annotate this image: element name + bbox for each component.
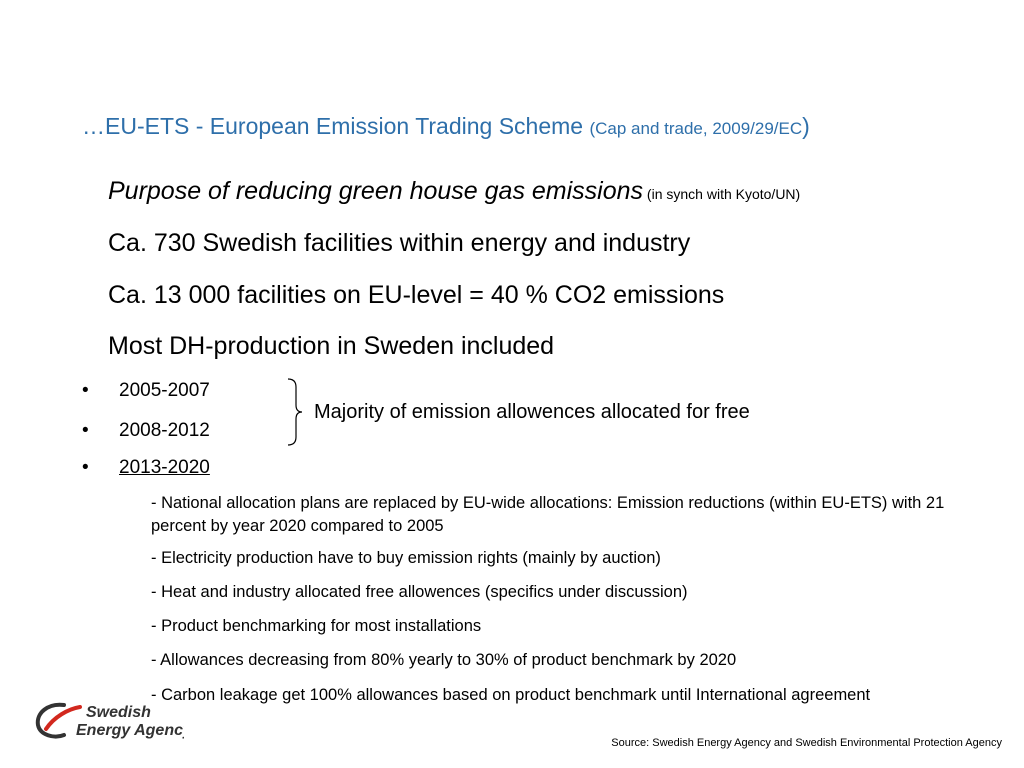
swedish-energy-agency-logo xyxy=(34,699,184,746)
subpoint-item: - Electricity production have to buy emission rights (mainly by auction) xyxy=(151,549,661,567)
logo-line2: Energy Agency xyxy=(76,722,184,739)
bullet-glyph: • xyxy=(82,380,89,401)
curly-brace-icon xyxy=(286,377,306,447)
bullet-glyph: • xyxy=(82,457,89,478)
title-paren: (Cap and trade, 2009/29/EC xyxy=(589,119,803,138)
subpoint-item: - Allowances decreasing from 80% yearly to 30% of product benchmark by 2020 xyxy=(151,651,737,669)
slide-title xyxy=(82,113,810,140)
source-footnote: Source: Swedish Energy Agency and Swedish Environmental Protection Agency xyxy=(611,737,1002,749)
subpoint-item: - Carbon leakage get 100% allowances based on product benchmark until International agreement xyxy=(151,686,871,704)
bullet-label: 2008-2012 xyxy=(119,420,210,441)
subpoint-item: - Heat and industry allocated free allowences (specifics under discussion) xyxy=(151,583,688,601)
bullet-item xyxy=(82,457,210,479)
facilities-eu-line: Ca. 13 000 facilities on EU-level = 40 % CO2 emissions xyxy=(108,281,725,309)
purpose-main: Purpose of reducing green house gas emissions xyxy=(108,177,644,205)
bullet-item xyxy=(82,420,210,442)
purpose-note: (in synch with Kyoto/UN) xyxy=(643,186,801,202)
logo-swoosh-icon xyxy=(34,699,184,741)
title-close: ) xyxy=(802,113,810,139)
bullet-item xyxy=(82,380,210,402)
bullet-label: 2005-2007 xyxy=(119,380,210,401)
subpoint-item: - Product benchmarking for most installations xyxy=(151,617,482,635)
bullet-label-underlined: 2013-2020 xyxy=(119,457,210,478)
facilities-sweden-line: Ca. 730 Swedish facilities within energy and industry xyxy=(108,229,691,257)
title-main: …EU-ETS - European Emission Trading Scheme xyxy=(82,113,590,139)
subpoint-item: - National allocation plans are replaced by EU-wide allocations: Emission reductions (within EU-ETS) with 21 percent by year 2020 compared to 2005 xyxy=(151,494,945,535)
brace-annotation: Majority of emission allowences allocated for free xyxy=(314,401,750,423)
dh-production-line: Most DH-production in Sweden included xyxy=(108,332,555,360)
bullet-glyph: • xyxy=(82,420,89,441)
logo-line1: Swedish xyxy=(86,704,151,721)
purpose-line xyxy=(108,177,800,206)
